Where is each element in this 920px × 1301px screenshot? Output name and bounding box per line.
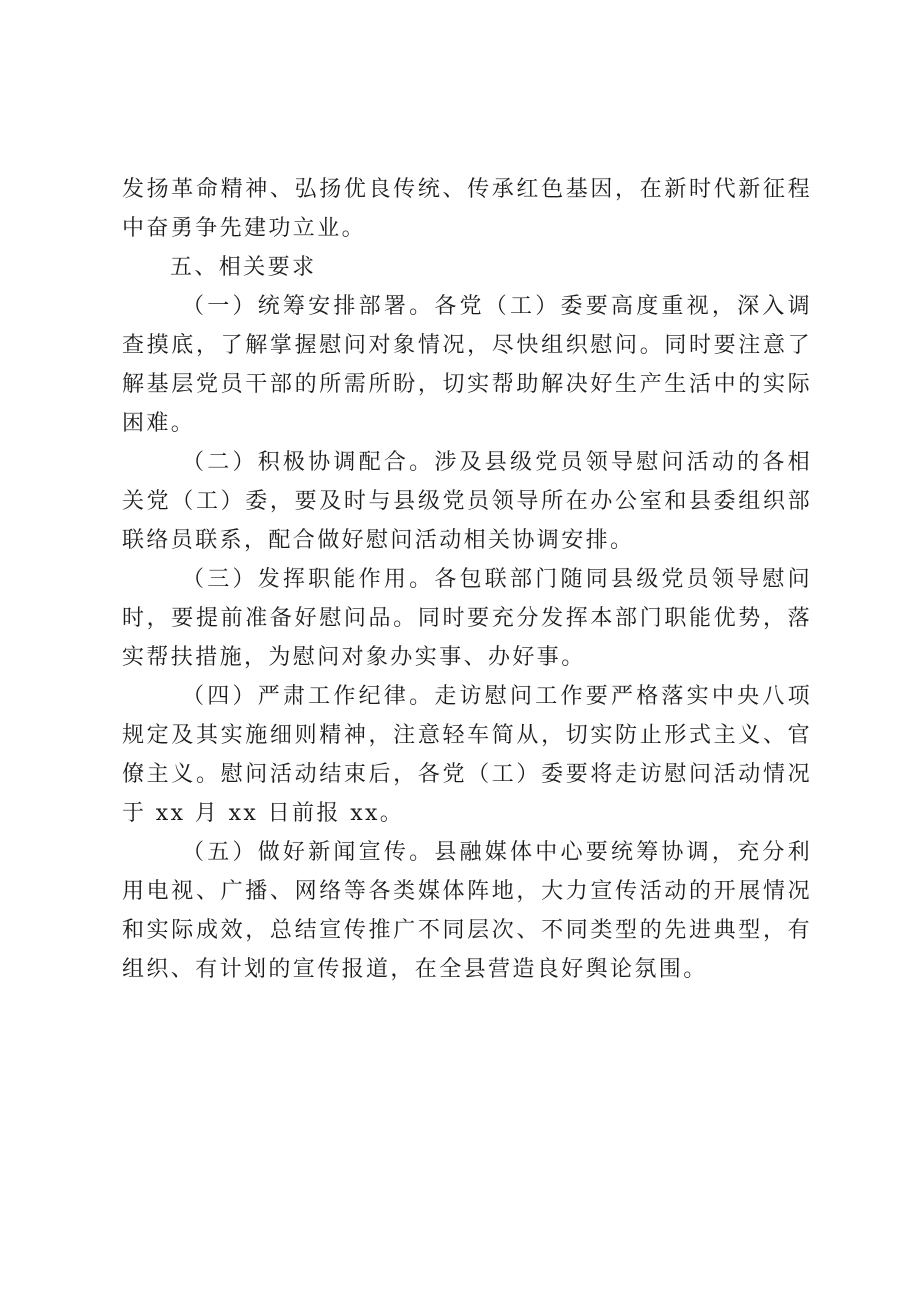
section-heading: 五、相关要求 (170, 255, 317, 280)
paragraph-item-1: （一）统筹安排部署。各党（工）委要高度重视，深入调查摸底，了解掌握慰问对象情况，尽快组织慰问。同时要注意了解基层党员干部的所需所盼，切实帮助解决好生产生活中的实际困难。 (122, 294, 812, 436)
paragraph-continuation: 发扬革命精神、弘扬优良传统、传承红色基因，在新时代新征程中奋勇争先建功立业。 (122, 177, 812, 241)
document-body (122, 170, 812, 989)
paragraph-item-4: （四）严肃工作纪律。走访慰问工作要严格落实中央八项规定及其实施细则精神，注意轻车简从，切实防止形式主义、官僚主义。慰问活动结束后，各党（工）委要将走访慰问活动情况于 xx 月 xx 日前报 xx。 (122, 684, 812, 826)
paragraph-item-5: （五）做好新闻宣传。县融媒体中心要统筹协调，充分利用电视、广播、网络等各类媒体阵地，大力宣传活动的开展情况和实际成效，总结宣传推广不同层次、不同类型的先进典型，有组织、有计划的宣传报道，在全县营造良好舆论氛围。 (122, 840, 812, 982)
paragraph-item-3: （三）发挥职能作用。各包联部门随同县级党员领导慰问时，要提前准备好慰问品。同时要充分发挥本部门职能优势，落实帮扶措施，为慰问对象办实事、办好事。 (122, 567, 812, 670)
paragraph-item-2: （二）积极协调配合。涉及县级党员领导慰问活动的各相关党（工）委，要及时与县级党员领导所在办公室和县委组织部联络员联系，配合做好慰问活动相关协调安排。 (122, 450, 812, 553)
